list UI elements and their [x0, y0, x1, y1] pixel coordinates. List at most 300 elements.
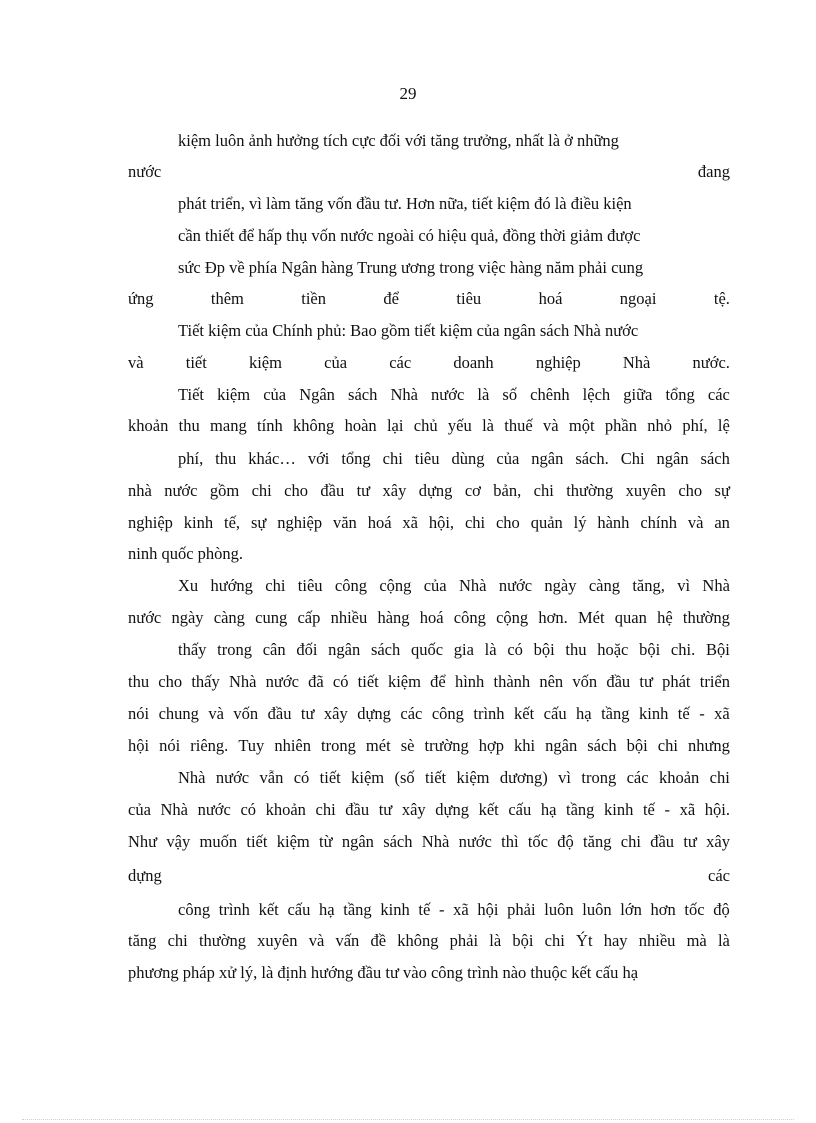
word: nước. [692, 353, 730, 372]
word: phải [449, 931, 479, 950]
word: quản [530, 513, 563, 532]
word: hoặc [597, 640, 629, 659]
text-line [128, 607, 730, 629]
word: tăng, [632, 576, 665, 595]
word: xuyên [625, 481, 666, 500]
word: đầu [650, 832, 675, 851]
word: nhưng [687, 736, 730, 755]
word: của [324, 353, 348, 372]
word: hạ [540, 800, 557, 819]
word: chi [657, 736, 678, 755]
word: khoản [128, 416, 169, 435]
text-line [128, 352, 730, 374]
word: kiệm [351, 768, 385, 787]
word: đầu [345, 800, 370, 819]
word: chi [265, 576, 286, 595]
word: Nhà [458, 576, 487, 595]
word: hạ [319, 900, 335, 919]
word: không [397, 931, 439, 950]
word: tế [642, 800, 655, 819]
word: và [208, 704, 224, 723]
text-line [178, 899, 730, 921]
word: sè [400, 736, 415, 755]
word: tiết [185, 353, 207, 372]
word: trong [321, 736, 356, 755]
word: nói [128, 704, 150, 723]
word: nước [498, 576, 533, 595]
text-line [128, 799, 730, 821]
text-line [128, 831, 730, 853]
word: có [507, 640, 523, 659]
word: hoàn [344, 416, 377, 435]
word: tư [356, 481, 371, 500]
text-line: sức Đp về phía Ngân hàng Trung ương trong việc hàng năm phải cung [178, 258, 644, 277]
word: độ [713, 900, 730, 919]
word: tư [639, 672, 653, 691]
word: kinh [380, 900, 410, 919]
word: ngân [656, 449, 689, 468]
word: càng [588, 576, 620, 595]
word: lệch [582, 385, 611, 404]
word: kinh [183, 513, 214, 532]
word: chi [544, 931, 565, 950]
word: tư [378, 800, 393, 819]
word: kết [478, 800, 499, 819]
word: tế, [224, 513, 241, 532]
word: thấy [191, 672, 220, 691]
word: khác… [248, 449, 296, 468]
word: hoá [419, 608, 444, 627]
word: sách [383, 832, 413, 851]
word: kiệm [456, 768, 490, 787]
word: hoá [538, 289, 563, 308]
word: trình [473, 704, 505, 723]
word: triển [699, 672, 730, 691]
word: khoản [265, 800, 306, 819]
text-line [178, 384, 730, 406]
word: nước [215, 768, 250, 787]
word: giữa [623, 385, 653, 404]
word: ngân [531, 449, 564, 468]
word: cấu [543, 704, 567, 723]
word: Mét [577, 608, 605, 627]
word: công [453, 608, 486, 627]
text-line: kiệm luôn ảnh hưởng tích cực đối với tăng trưởng, nhất là ở những [178, 131, 619, 150]
word: dựng [418, 481, 453, 500]
word: yếu [447, 416, 472, 435]
word: có [240, 800, 257, 819]
word: tiết [357, 672, 379, 691]
word: phải [507, 900, 536, 919]
word: chi [533, 481, 554, 500]
word: sách. [575, 449, 609, 468]
word: là [484, 640, 497, 659]
word: nhiều [330, 608, 368, 627]
word: tư [300, 704, 315, 723]
word: đang [697, 162, 730, 181]
word: nước [128, 162, 162, 181]
word: vấn [335, 931, 360, 950]
word: Tuy [238, 736, 265, 755]
word: trình [218, 900, 250, 919]
word: dương) [499, 768, 548, 787]
word: hướng [210, 576, 253, 595]
word: và [687, 513, 704, 532]
word: muốn [199, 832, 238, 851]
word: một [568, 416, 595, 435]
word: riêng. [190, 736, 229, 755]
word: sự [714, 481, 730, 500]
word: có [293, 768, 310, 787]
word: chính [640, 513, 677, 532]
word: thấy [178, 640, 207, 659]
word: vì [558, 768, 571, 787]
word: nghiệp [128, 513, 173, 532]
word: doanh [453, 353, 494, 372]
word: xây [323, 704, 348, 723]
word: - [438, 900, 445, 919]
word: kiệm [217, 385, 251, 404]
word: tổng [341, 449, 371, 468]
word: Ngân [299, 385, 335, 404]
word: ngân [545, 736, 578, 755]
word: lại [386, 416, 404, 435]
text-line: phát triển, vì làm tăng vốn đầu tư. Hơn nữa, tiết kiệm đó là điều kiện [178, 194, 632, 213]
word: tầng [566, 800, 595, 819]
word: kiệm [387, 672, 421, 691]
word: hạ [576, 704, 592, 723]
text-line [178, 448, 730, 470]
word: nên [539, 672, 564, 691]
word: từ [319, 832, 333, 851]
word: vẫn [259, 768, 284, 787]
text-line [178, 639, 730, 661]
word: Như [128, 832, 158, 851]
word: cân [262, 640, 286, 659]
word: bản, [493, 481, 522, 500]
footer-divider [22, 1119, 794, 1120]
word: sách [370, 640, 401, 659]
word: kinh [604, 800, 634, 819]
word: và [128, 353, 144, 372]
word: nghiệp [535, 353, 581, 372]
word: số [502, 385, 518, 404]
word: sách [348, 385, 378, 404]
text-line [128, 161, 730, 183]
word: chi [167, 931, 188, 950]
word: vốn [572, 672, 598, 691]
word: hình [454, 672, 485, 691]
word: Chi [620, 449, 645, 468]
word: khi [514, 736, 536, 755]
word: nước [197, 800, 231, 819]
word: hoá [367, 513, 392, 532]
word: hơn [650, 900, 676, 919]
word: tiêu [414, 449, 440, 468]
word: Tiết [178, 385, 204, 404]
word: dựng [435, 800, 469, 819]
word: kết [514, 704, 535, 723]
word: thường [682, 608, 730, 627]
word: thành [493, 672, 531, 691]
word: để [383, 289, 399, 308]
word: tiêu [456, 289, 482, 308]
word: lớn [620, 900, 642, 919]
word: nhỏ [647, 416, 673, 435]
word: ứng [128, 289, 154, 308]
word: cấu [508, 800, 532, 819]
word: quan [614, 608, 647, 627]
word: ngày [171, 608, 204, 627]
word: cộng [496, 608, 529, 627]
word: Nhà [622, 353, 651, 372]
word: xây [401, 800, 426, 819]
text-line [128, 930, 730, 952]
word: sách [700, 449, 730, 468]
word: ngày [544, 576, 577, 595]
word: - [664, 800, 670, 819]
word: hàng [377, 608, 410, 627]
word: mét [365, 736, 391, 755]
word: các [400, 704, 423, 723]
word: cho [158, 672, 183, 691]
text-line: ninh quốc phòng. [128, 544, 244, 563]
word: đầu [606, 672, 631, 691]
word: Nhà [390, 385, 418, 404]
word: nước [458, 832, 492, 851]
word: thu [565, 640, 587, 659]
word: cộng [379, 576, 412, 595]
word: để [430, 672, 446, 691]
word: tăng [583, 832, 612, 851]
word: các [389, 353, 412, 372]
word: cấp [297, 608, 321, 627]
word: cho [284, 481, 308, 500]
word: chi [315, 800, 336, 819]
word: công [334, 576, 367, 595]
word: (số [394, 768, 415, 787]
word: tổng [665, 385, 695, 404]
word: trong [217, 640, 252, 659]
word: hội, [428, 513, 455, 532]
word: tiết [425, 768, 447, 787]
word: xây [382, 481, 407, 500]
text-line [128, 288, 730, 310]
word: của [496, 449, 520, 468]
word: kiệm [248, 353, 282, 372]
word: tính [257, 416, 283, 435]
word: ngoại [619, 289, 657, 308]
text-line: cần thiết để hấp thụ vốn nước ngoài có hiệu quả, đồng thời giảm được [178, 226, 641, 245]
word: quốc [410, 640, 444, 659]
word: Ýt [576, 931, 593, 950]
word: đối [296, 640, 318, 659]
word: các [708, 866, 730, 885]
word: phí, [682, 416, 708, 435]
word: gia [453, 640, 474, 659]
word: kiệm [276, 832, 310, 851]
word: càng [213, 608, 245, 627]
word: dựng [357, 704, 391, 723]
word: Nhà [228, 672, 257, 691]
word: sách [587, 736, 617, 755]
word: thu [128, 672, 150, 691]
word: nói [159, 736, 181, 755]
word: cơ [464, 481, 481, 500]
word: xã [402, 513, 418, 532]
word: tư [683, 832, 697, 851]
word: ngân [328, 640, 361, 659]
word: không [293, 416, 335, 435]
word: trong [581, 768, 617, 787]
word: có [332, 672, 349, 691]
word: thì [501, 832, 519, 851]
word: tăng [128, 931, 157, 950]
text-line: Tiết kiệm của Chính phủ: Bao gồm tiết kiệm của ngân sách Nhà nước [178, 321, 639, 340]
word: cho [678, 481, 703, 500]
word: hành [597, 513, 630, 532]
word: tốc [684, 900, 705, 919]
word: Nhà [160, 800, 188, 819]
word: là [482, 416, 494, 435]
word: các [707, 385, 730, 404]
word: sự [250, 513, 267, 532]
word: cấu [287, 900, 311, 919]
word: tiết [319, 768, 341, 787]
page-number: 29 [399, 84, 417, 103]
text-line [178, 575, 730, 597]
word: tiết [246, 832, 268, 851]
word: nhiên [274, 736, 312, 755]
word: tệ. [713, 289, 730, 308]
word: an [714, 513, 730, 532]
word: của [263, 385, 287, 404]
word: hội [128, 736, 150, 755]
word: bội [626, 736, 648, 755]
word: nghiệp [277, 513, 323, 532]
word: mang [210, 416, 247, 435]
word: chi [620, 832, 641, 851]
word: vì [677, 576, 691, 595]
word: dựng [128, 866, 162, 885]
word: thường [198, 931, 246, 950]
word: hơn. [538, 608, 568, 627]
text-line [128, 703, 730, 725]
word: nước [128, 608, 162, 627]
word: phí, [178, 449, 204, 468]
word: hội [477, 900, 499, 919]
word: hội. [704, 800, 730, 819]
word: bội [533, 640, 555, 659]
word: nhiều [638, 931, 676, 950]
word: tế [677, 704, 690, 723]
word: Bội [705, 640, 730, 659]
word: thu [178, 416, 200, 435]
text-line [128, 415, 730, 437]
word: tiêu [297, 576, 323, 595]
word: tầng [601, 704, 630, 723]
word: lý [573, 513, 587, 532]
word: tế [418, 900, 431, 919]
word: thường [566, 481, 614, 500]
word: đầu [320, 481, 345, 500]
word: chung [158, 704, 199, 723]
word: chi [464, 513, 486, 532]
word: - [699, 704, 705, 723]
word: là [489, 931, 502, 950]
text-line [128, 735, 730, 757]
word: mà [686, 931, 707, 950]
text-line: phương pháp xử lý, là định hướng đầu tư vào công trình nào thuộc kết cấu hạ [128, 963, 639, 982]
word: lệ [717, 416, 730, 435]
word: đầu [267, 704, 292, 723]
word: phát [662, 672, 691, 691]
word: tầng [343, 900, 372, 919]
word: nước [164, 481, 198, 500]
word: xây [706, 832, 730, 851]
word: văn [332, 513, 357, 532]
word: nước [265, 672, 299, 691]
word: của [128, 800, 151, 819]
word: của [423, 576, 447, 595]
word: thuế [504, 416, 533, 435]
word: độ [557, 832, 574, 851]
word: phần [604, 416, 637, 435]
word: trường [424, 736, 469, 755]
text-line [128, 671, 730, 693]
word: công [431, 704, 464, 723]
word: Xu [178, 576, 199, 595]
word: bội [639, 640, 661, 659]
word: tốc [527, 832, 548, 851]
word: kinh [638, 704, 669, 723]
text-line [128, 480, 730, 502]
word: nhà [128, 481, 152, 500]
word: chênh [530, 385, 570, 404]
word: và [308, 931, 325, 950]
word: và [543, 416, 559, 435]
word: xã [679, 800, 696, 819]
text-line [178, 767, 730, 789]
word: nước [431, 385, 465, 404]
word: tiền [301, 289, 327, 308]
word: đã [308, 672, 324, 691]
word: Nhà [178, 768, 206, 787]
word: thu [215, 449, 237, 468]
word: dùng [451, 449, 485, 468]
word: hợp [478, 736, 504, 755]
word: với [307, 449, 330, 468]
word: bội [512, 931, 534, 950]
word: vốn [233, 704, 259, 723]
word: xã [453, 900, 469, 919]
word: xã [714, 704, 730, 723]
text-line [128, 865, 730, 887]
word: hệ [657, 608, 673, 627]
word: là [477, 385, 490, 404]
word: thêm [210, 289, 244, 308]
word: gồm [209, 481, 240, 500]
word: luôn [544, 900, 574, 919]
word: kết [258, 900, 279, 919]
word: chi [709, 768, 730, 787]
word: chi [382, 449, 403, 468]
word: ngân [341, 832, 374, 851]
word: luôn [582, 900, 612, 919]
word: chủ [413, 416, 438, 435]
word: là [717, 931, 730, 950]
word: Nhà [702, 576, 730, 595]
